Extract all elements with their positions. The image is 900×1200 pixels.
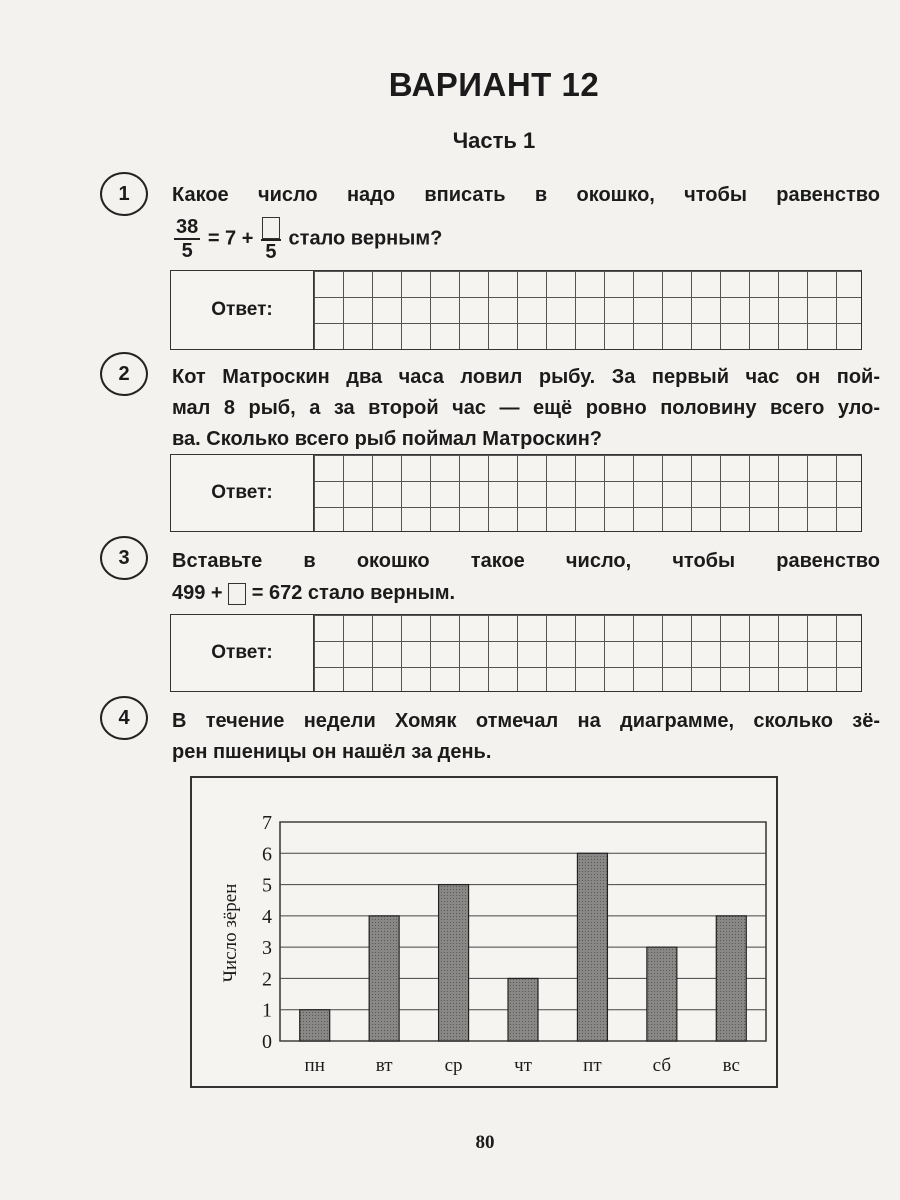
x-tick-label: вт [375,1055,393,1076]
y-tick-label: 1 [262,999,272,1022]
bar-вт [369,916,399,1041]
answer-grid[interactable] [314,271,861,349]
bar-chart [192,778,776,1086]
task-1-line-1: Какое число надо вписать в окошко, чтобы равенство [172,184,880,206]
task-number-1: 1 [100,172,148,216]
task-2-line-1: Кот Матроскин два часа ловил рыбу. За первый час он пой- [172,366,880,388]
bar-вс [716,916,746,1041]
task-1-line-end: стало верным? [288,227,443,250]
fraction-numerator: 38 [176,216,199,239]
y-tick-label: 5 [262,874,272,897]
fraction-denominator: 5 [265,240,277,263]
x-tick-label: пн [304,1055,325,1076]
bar-ср [439,885,469,1041]
bar-пт [577,853,607,1041]
task-2-line-3: ва. Сколько всего рыб поймал Матроскин? [172,428,603,450]
answer-grid[interactable] [314,615,861,691]
answer-grid[interactable] [314,455,861,531]
y-axis-label: Число зёрен [220,883,241,983]
empty-box [228,583,246,605]
fraction-box-over-5 [261,216,281,263]
y-tick-label: 3 [262,937,272,960]
task-3-line-end: стало верным. [307,582,456,604]
task-number-3: 3 [100,536,148,580]
bar-сб [647,947,677,1041]
x-tick-label: вс [722,1055,740,1076]
part-title: Часть 1 [452,128,536,153]
page-number: 80 [475,1132,495,1153]
bar-чт [508,978,538,1041]
task-4-line-2: рен пшеницы он нашёл за день. [172,741,492,763]
bar-пн [300,1010,330,1041]
task-3-equation [172,578,880,609]
x-tick-label: ср [444,1055,463,1076]
y-tick-label: 6 [262,843,272,866]
y-tick-label: 4 [262,905,272,928]
chart-frame [190,776,778,1088]
y-tick-label: 0 [262,1031,272,1053]
task-number-4: 4 [100,696,148,740]
fraction-38-5 [174,216,200,262]
task-2-line-2: мал 8 рыб, а за второй час — ещё ровно половину всего уло- [172,397,880,419]
answer-box-1[interactable] [170,270,862,350]
answer-label: Ответ: [171,455,314,531]
answer-label: Ответ: [171,615,314,691]
x-tick-label: пт [583,1055,602,1076]
x-tick-label: чт [514,1055,532,1076]
task-number-2: 2 [100,352,148,396]
task-1-equation [172,216,880,263]
y-tick-label: 7 [262,812,272,834]
task-3-line-1: Вставьте в окошко такое число, чтобы равенство [172,550,880,572]
answer-label: Ответ: [171,271,314,349]
y-tick-label: 2 [262,968,272,991]
empty-box [262,217,280,239]
expression-right: = 672 [251,582,303,604]
answer-box-3[interactable] [170,614,862,692]
task-4-line-1: В течение недели Хомяк отмечал на диаграмме, сколько зё- [172,710,880,732]
fraction-denominator: 5 [181,240,193,263]
expression-left: 499 + [172,582,223,604]
answer-box-2[interactable] [170,454,862,532]
x-tick-label: сб [652,1055,672,1076]
page-title: ВАРИАНТ 12 [388,66,600,103]
equation-middle: = 7 + [207,227,254,250]
